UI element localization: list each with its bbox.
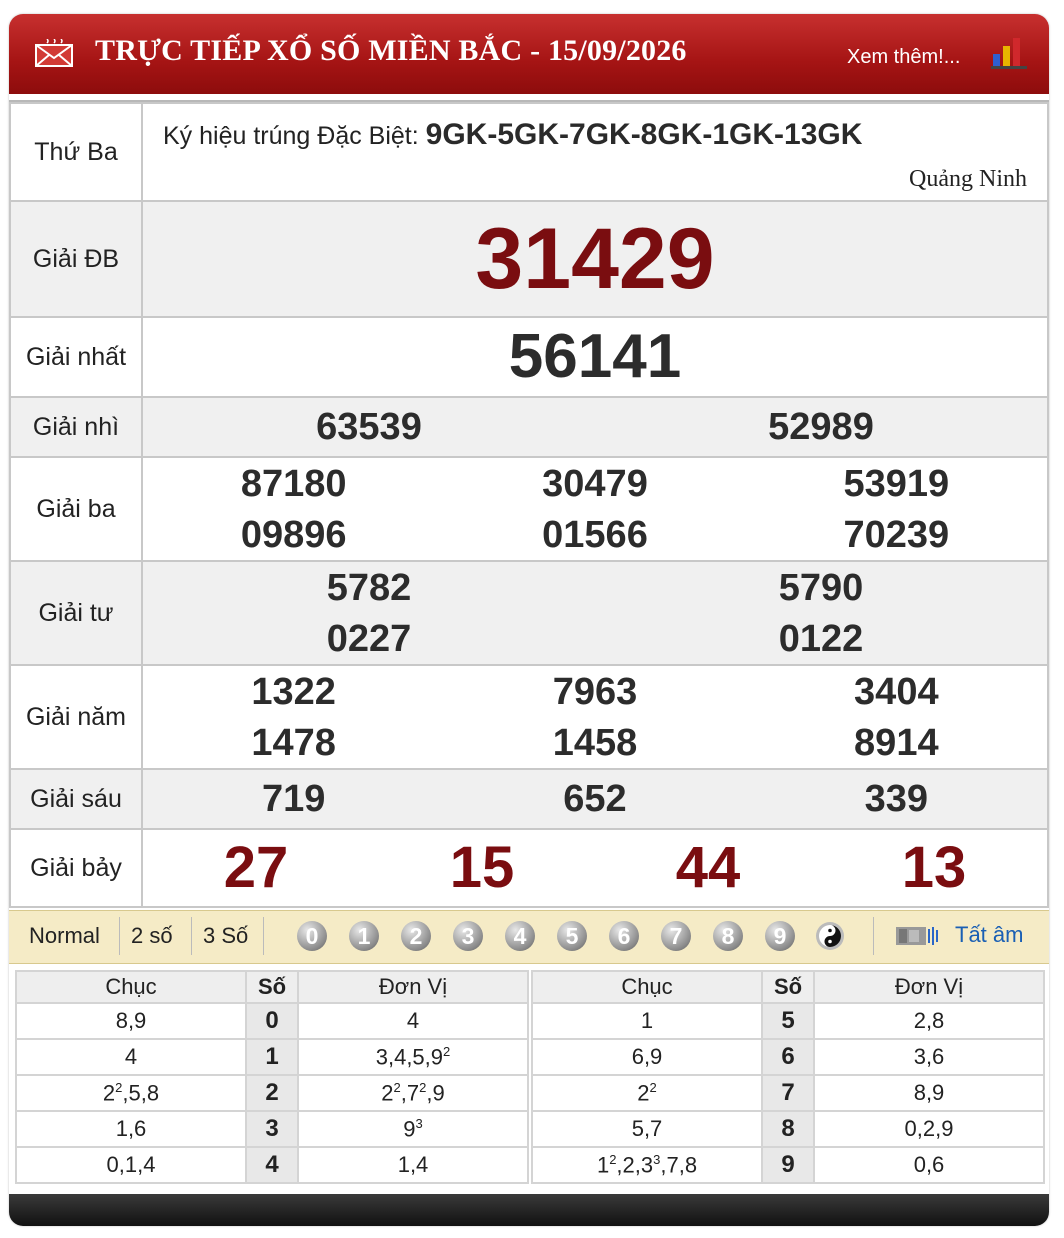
prize-label-g7: Giải bảy <box>10 829 142 907</box>
loto-chuc: 1 <box>532 1003 762 1039</box>
loto-donvi: 1,4 <box>298 1147 528 1183</box>
prize-number: 15 <box>449 835 515 900</box>
loto-table-right <box>531 970 1045 1184</box>
prize-number: 87180 <box>240 463 347 505</box>
prize-label-g5: Giải năm <box>10 665 142 769</box>
prize-number: 339 <box>864 778 929 820</box>
bar-chart-icon[interactable] <box>989 34 1029 70</box>
loto-chuc: 4 <box>16 1039 246 1075</box>
loto-so: 3 <box>246 1111 298 1147</box>
prize-row-g4 <box>10 561 1048 665</box>
digit-ball-1[interactable]: 1 <box>349 921 379 951</box>
prize-number: 70239 <box>843 514 950 556</box>
loto-donvi: $2^2,7^2,9$ <box>298 1075 528 1111</box>
divider <box>263 917 264 955</box>
option-2-so[interactable]: 2 số <box>131 923 173 948</box>
day-label: Thứ Ba <box>10 103 142 201</box>
loto-so: 2 <box>246 1075 298 1111</box>
loto-row <box>16 1039 528 1075</box>
digit-ball-9[interactable]: 9 <box>765 921 795 951</box>
loto-so: 4 <box>246 1147 298 1183</box>
loto-chuc: 0,1,4 <box>16 1147 246 1183</box>
info-row <box>10 103 1048 201</box>
mute-link[interactable]: Tất âm <box>955 922 1024 947</box>
digit-ball-0[interactable]: 0 <box>297 921 327 951</box>
loto-so: 5 <box>762 1003 814 1039</box>
loto-row <box>532 1075 1044 1111</box>
sound-icon[interactable] <box>895 925 941 947</box>
results-table <box>9 102 1049 908</box>
loto-donvi: 4 <box>298 1003 528 1039</box>
prize-row-g3 <box>10 457 1048 561</box>
prize-number: 1478 <box>251 722 336 764</box>
loto-so: 9 <box>762 1147 814 1183</box>
header-so: Số <box>246 971 298 1003</box>
loto-row <box>16 1075 528 1111</box>
prize-number: 5790 <box>778 567 864 609</box>
digit-ball-3[interactable]: 3 <box>453 921 483 951</box>
prize-number: 719 <box>261 778 326 820</box>
header-bar <box>9 14 1049 94</box>
header-chuc: Chục <box>16 971 246 1003</box>
loto-so: 8 <box>762 1111 814 1147</box>
kyhieu-value: 9GK-5GK-7GK-8GK-1GK-13GK <box>425 118 863 151</box>
loto-row <box>16 1147 528 1183</box>
loto-so: 6 <box>762 1039 814 1075</box>
loto-row <box>532 1147 1044 1183</box>
option-3-so[interactable]: 3 Số <box>203 923 249 948</box>
loto-donvi: 8,9 <box>814 1075 1044 1111</box>
loto-donvi: 3,6 <box>814 1039 1044 1075</box>
digit-ball-7[interactable]: 7 <box>661 921 691 951</box>
loto-chuc: $2^2$ <box>532 1075 762 1111</box>
loto-so: 1 <box>246 1039 298 1075</box>
loto-chuc: $2^2,5,8$ <box>16 1075 246 1111</box>
prize-row-db <box>10 201 1048 317</box>
prize-row-g5 <box>10 665 1048 769</box>
kyhieu <box>163 118 862 152</box>
loto-chuc: 5,7 <box>532 1111 762 1147</box>
prize-number: 44 <box>675 835 741 900</box>
results-panel <box>9 14 1049 1226</box>
loto-chuc: 8,9 <box>16 1003 246 1039</box>
loto-donvi: 0,6 <box>814 1147 1044 1183</box>
prize-number: 1322 <box>251 671 336 713</box>
province: Quảng Ninh <box>909 166 1027 192</box>
prize-number-db: 31429 <box>142 201 1048 317</box>
prize-number: 53919 <box>843 463 950 505</box>
prize-row-g2 <box>10 397 1048 457</box>
digit-ball-5[interactable]: 5 <box>557 921 587 951</box>
loto-so: 0 <box>246 1003 298 1039</box>
prize-label-g6: Giải sáu <box>10 769 142 829</box>
prize-number: 09896 <box>240 514 347 556</box>
prize-number: 1458 <box>552 722 638 764</box>
loto-chuc: 6,9 <box>532 1039 762 1075</box>
loto-donvi: $9^3$ <box>298 1111 528 1147</box>
prize-number: 7963 <box>552 671 638 713</box>
loto-row <box>532 1003 1044 1039</box>
loto-table-left <box>15 970 529 1184</box>
digit-ball-8[interactable]: 8 <box>713 921 743 951</box>
header-so: Số <box>762 971 814 1003</box>
prize-number: 63539 <box>316 405 422 448</box>
footer-bar <box>9 1194 1049 1226</box>
prize-number-g1: 56141 <box>142 317 1048 397</box>
prize-number: 13 <box>901 835 967 900</box>
loto-so: 7 <box>762 1075 814 1111</box>
prize-label-db: Giải ĐB <box>10 201 142 317</box>
loto-donvi: 2,8 <box>814 1003 1044 1039</box>
prize-row-g6 <box>10 769 1048 829</box>
prize-row-g1 <box>10 317 1048 397</box>
loto-donvi: 0,2,9 <box>814 1111 1044 1147</box>
loto-chuc: 1,6 <box>16 1111 246 1147</box>
divider <box>191 917 192 955</box>
loto-donvi: 3,4,5,9$^2$ <box>298 1039 528 1075</box>
prize-number: 0122 <box>778 618 864 660</box>
prize-row-g7 <box>10 829 1048 907</box>
loto-row <box>532 1111 1044 1147</box>
display-controls <box>9 910 1049 964</box>
loto-row <box>16 1111 528 1147</box>
divider <box>119 917 120 955</box>
prize-number: 52989 <box>768 405 874 448</box>
prize-number: 01566 <box>542 514 648 556</box>
option-normal[interactable]: Normal <box>29 923 100 948</box>
more-link[interactable]: Xem thêm!... <box>847 46 961 68</box>
mail-icon <box>35 39 73 67</box>
prize-number: 5782 <box>326 567 412 609</box>
digit-ball-2[interactable]: 2 <box>401 921 431 951</box>
kyhieu-label: Ký hiệu trúng Đặc Biệt: <box>163 122 419 150</box>
prize-label-g4: Giải tư <box>10 561 142 665</box>
prize-number: 3404 <box>854 671 939 713</box>
loto-chuc: $1^2,2,3^3,7,8$ <box>532 1147 762 1183</box>
header-chuc: Chục <box>532 971 762 1003</box>
digit-ball-4[interactable]: 4 <box>505 921 535 951</box>
page-title: TRỰC TIẾP XỔ SỐ MIỀN BẮC - 15/09/2026 <box>95 34 687 67</box>
prize-label-g1: Giải nhất <box>10 317 142 397</box>
prize-number: 0227 <box>326 618 412 660</box>
prize-number: 652 <box>563 778 627 820</box>
header-donvi: Đơn Vị <box>298 971 528 1003</box>
prize-number: 30479 <box>542 463 648 505</box>
prize-label-g2: Giải nhì <box>10 397 142 457</box>
digit-ball-6[interactable]: 6 <box>609 921 639 951</box>
prize-label-g3: Giải ba <box>10 457 142 561</box>
prize-number: 8914 <box>854 722 939 764</box>
yin-yang-icon[interactable] <box>815 921 845 951</box>
header-donvi: Đơn Vị <box>814 971 1044 1003</box>
divider <box>873 917 874 955</box>
loto-row <box>16 1003 528 1039</box>
loto-row <box>532 1039 1044 1075</box>
prize-number: 27 <box>223 835 289 900</box>
info-cell <box>142 103 1048 201</box>
